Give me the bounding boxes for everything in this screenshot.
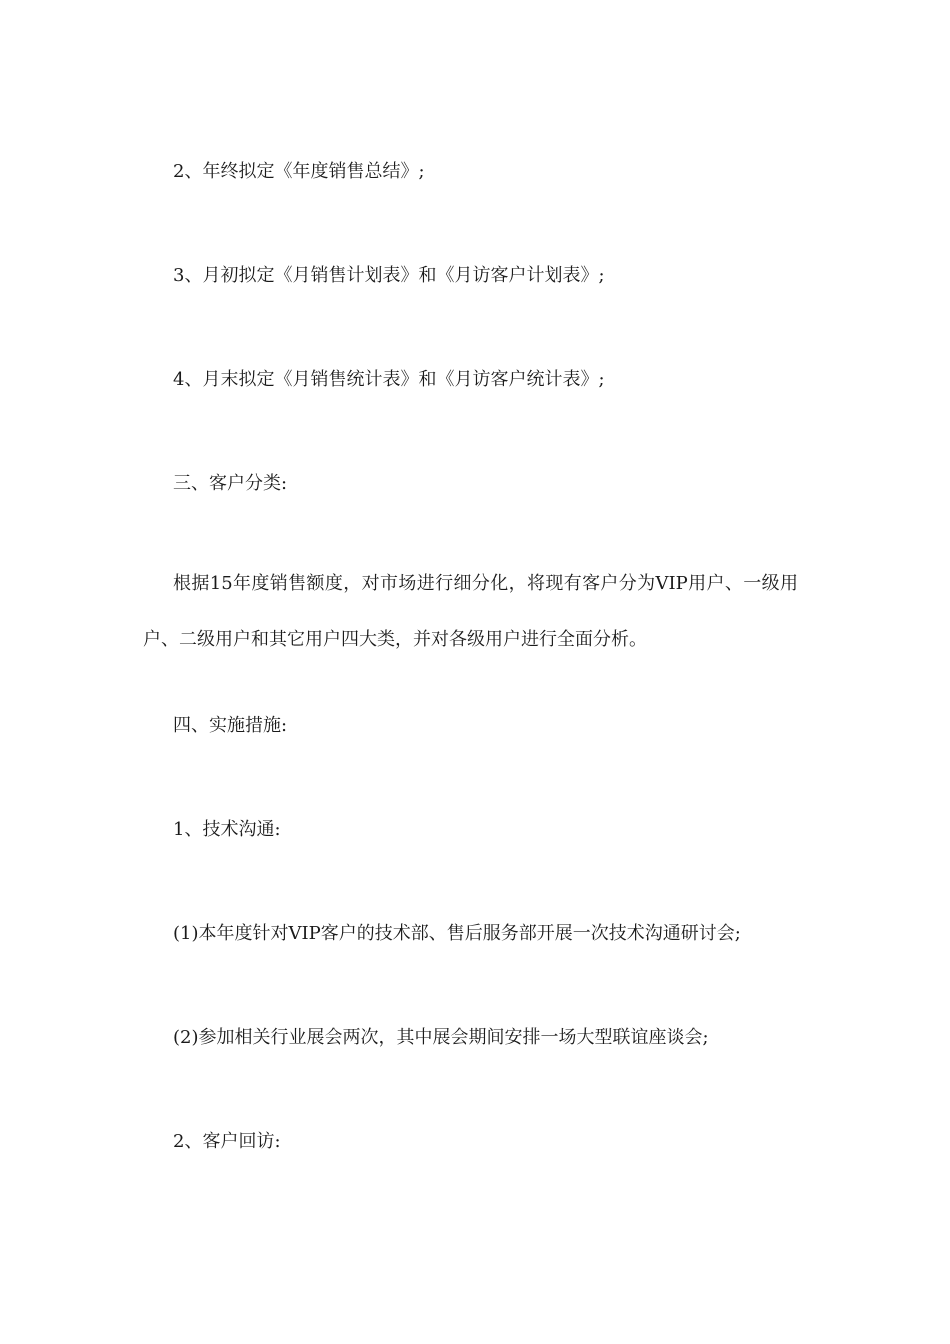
subheading-technical-communication: 1、技术沟通:: [173, 819, 281, 840]
paragraph-customer-classification: 根据15年度销售额度，对市场进行细分化，将现有客户分为VIP用户、一级用户、二级用户和其它用户四大类，并对各级用户进行全面分析。: [143, 573, 798, 650]
item-technical-seminar: (1)本年度针对VIP客户的技术部、售后服务部开展一次技术沟通研讨会;: [173, 923, 741, 944]
section-heading-implementation: 四、实施措施:: [173, 715, 288, 736]
section-heading-customer-classification: 三、客户分类:: [173, 473, 288, 494]
item-monthly-plan: 3、月初拟定《月销售计划表》和《月访客户计划表》;: [173, 265, 605, 286]
item-industry-exhibition: (2)参加相关行业展会两次，其中展会期间安排一场大型联谊座谈会;: [173, 1027, 709, 1048]
item-annual-summary: 2、年终拟定《年度销售总结》;: [173, 161, 425, 182]
subheading-customer-revisit: 2、客户回访:: [173, 1131, 281, 1152]
item-monthly-statistics: 4、月末拟定《月销售统计表》和《月访客户统计表》;: [173, 369, 605, 390]
